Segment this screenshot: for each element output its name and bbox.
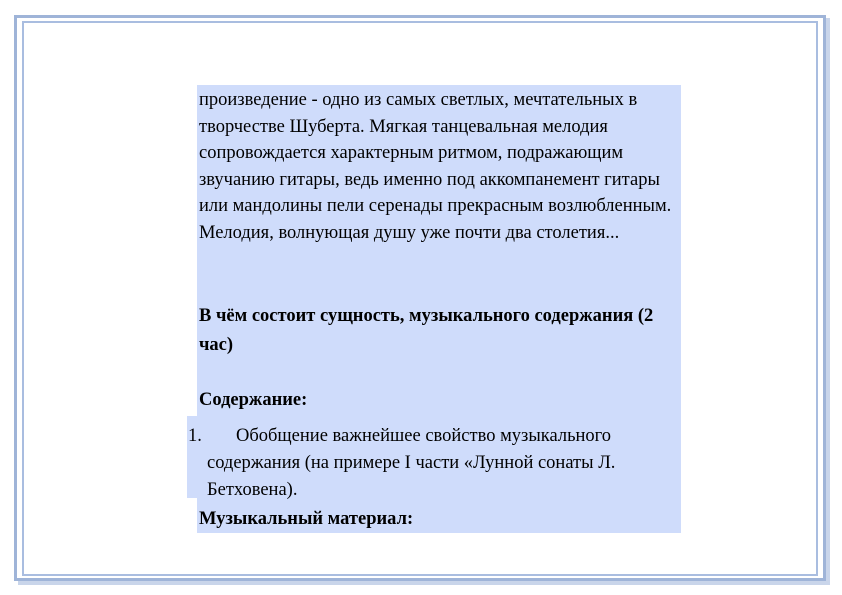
- frame-shadow-right: [826, 18, 830, 584]
- list-item-number: 1.: [188, 426, 202, 446]
- list-item-text: Обобщение важнейшее свойство музыкального содержания (на примере I части «Лунной сонаты Л. Бетховена).: [207, 426, 616, 500]
- material-heading: Музыкальный материал:: [199, 509, 414, 529]
- frame-shadow-bottom: [18, 581, 830, 585]
- section-heading: В чём состоит сущность, музыкального содержания (2 час): [199, 306, 654, 355]
- body-paragraph: произведение - одно из самых светлых, мечтательных в творчестве Шуберта. Мягкая танцевальная мелодия сопровождается характерным ритмом, подражающим звучанию гитары, ведь именно под аккомпанемент гитары или мандолины пели серенады прекрасным возлюбленным. Мелодия, волнующая душу уже почти два столетия...: [199, 90, 672, 243]
- content-heading: Содержание:: [199, 390, 308, 410]
